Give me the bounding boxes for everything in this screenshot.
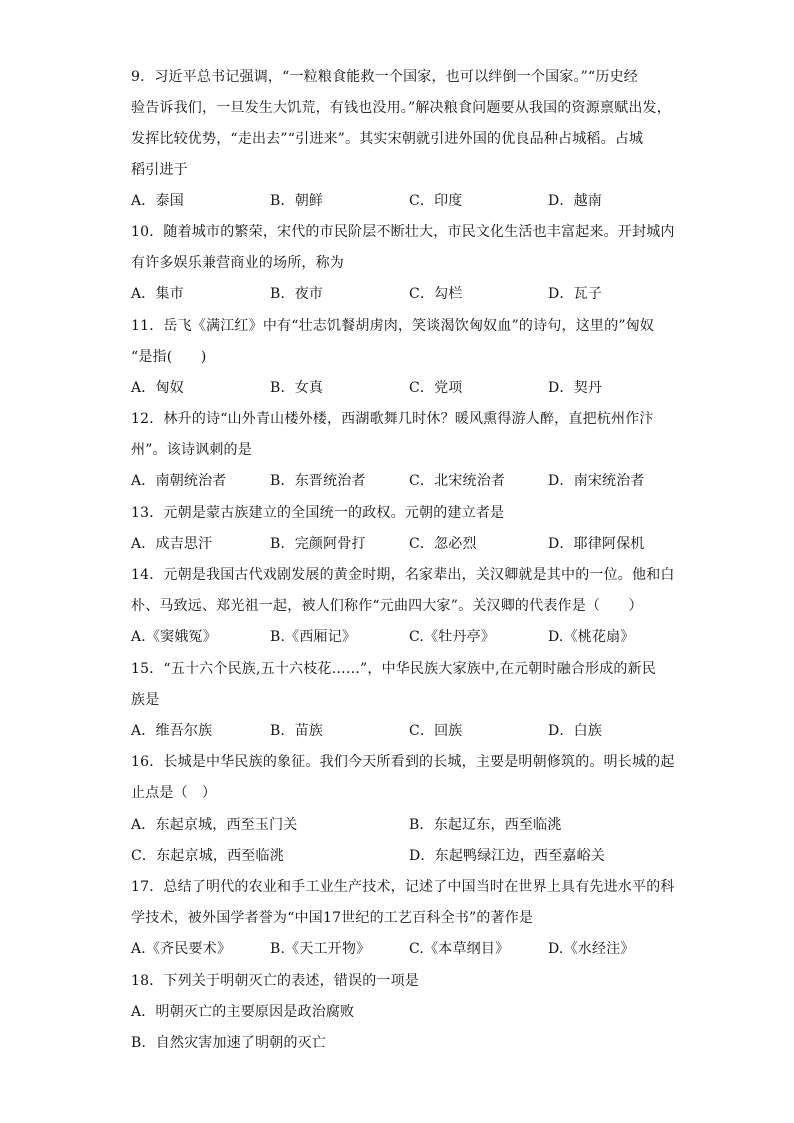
question-13-option-c: C．忽必烈 <box>409 536 477 552</box>
question-17-text-line-2: 学技术，被外国学者誉为“中国17世纪的工艺百科全书”的著作是 <box>131 910 534 926</box>
question-11-option-a: A．匈奴 <box>131 380 184 396</box>
question-16-option-c: C．东起京城，西至临洮 <box>131 848 284 864</box>
question-14-option-d: D.《桃花扇》 <box>548 629 635 645</box>
question-14-text-line-2: 朴、马致远、郑光祖一起，被人们称作“元曲四大家”。关汉卿的代表作是（ ） <box>131 598 643 614</box>
question-9-text-line-4: 稻引进于 <box>131 162 188 178</box>
question-16-option-a: A．东起京城，西至玉门关 <box>131 817 298 833</box>
question-11-text-line-2: “是指( ) <box>131 349 207 365</box>
question-10-option-c: C．勾栏 <box>409 286 463 302</box>
question-12-option-b: B．东晋统治者 <box>270 473 366 489</box>
question-9-option-c: C．印度 <box>409 193 463 209</box>
question-18-option-b: B．自然灾害加速了明朝的灭亡 <box>131 1035 327 1051</box>
question-17-option-d: D.《水经注》 <box>548 941 635 957</box>
question-16-text-line-1: 16．长城是中华民族的象征。我们今天所看到的长城，主要是明朝修筑的。明长城的起 <box>131 754 675 770</box>
question-15-text-line-2: 族是 <box>131 692 160 708</box>
question-14-option-c: C.《牡丹亭》 <box>409 629 496 645</box>
question-12-text-line-2: 州”。该诗讽刺的是 <box>131 442 252 458</box>
question-12-option-d: D．南宋统治者 <box>548 473 645 489</box>
question-15-option-c: C．回族 <box>409 723 463 739</box>
question-11-option-b: B．女真 <box>270 380 324 396</box>
question-14-option-b: B.《西厢记》 <box>270 629 357 645</box>
question-13-text-line-1: 13．元朝是蒙古族建立的全国统一的政权。元朝的建立者是 <box>131 505 505 521</box>
question-9-option-b: B．朝鲜 <box>270 193 324 209</box>
question-13-option-a: A．成吉思汗 <box>131 536 213 552</box>
question-9-text-line-2: 验告诉我们，一旦发生大饥荒，有钱也没用。”解决粮食问题要从我国的资源禀赋出发， <box>131 100 671 116</box>
question-14-option-a: A.《窦娥冤》 <box>131 629 217 645</box>
question-17-option-a: A.《齐民要术》 <box>131 941 232 957</box>
question-15-text-line-1: 15．“五十六个民族,五十六枝花……”，中华民族大家族中,在元朝时融合形成的新民 <box>131 661 657 677</box>
question-15-option-d: D．白族 <box>548 723 603 739</box>
question-10-option-a: A．集市 <box>131 286 184 302</box>
question-13-option-d: D．耶律阿保机 <box>548 536 645 552</box>
question-12-text-line-1: 12．林升的诗“山外青山楼外楼，西湖歌舞几时休？暖风熏得游人醉，直把杭州作汴 <box>131 411 654 427</box>
question-16-option-b: B．东起辽东，西至临洮 <box>409 817 562 833</box>
question-17-text-line-1: 17．总结了明代的农业和手工业生产技术，记述了中国当时在世界上具有先进水平的科 <box>131 879 675 895</box>
question-11-option-d: D．契丹 <box>548 380 603 396</box>
question-11-text-line-1: 11．岳飞《满江红》中有“壮志饥餐胡虏肉，笑谈渴饮匈奴血”的诗句，这里的”匈奴 <box>131 318 655 334</box>
question-12-option-a: A．南朝统治者 <box>131 473 227 489</box>
question-10-text-line-1: 10．随着城市的繁荣，宋代的市民阶层不断壮大，市民文化生活也丰富起来。开封城内 <box>131 224 675 240</box>
question-17-option-b: B.《天工开物》 <box>270 941 371 957</box>
question-9-option-a: A．泰国 <box>131 193 184 209</box>
question-15-option-b: B．苗族 <box>270 723 324 739</box>
question-10-option-b: B．夜市 <box>270 286 324 302</box>
question-12-option-c: C．北宋统治者 <box>409 473 506 489</box>
question-10-option-d: D．瓦子 <box>548 286 603 302</box>
question-9-option-d: D．越南 <box>548 193 603 209</box>
question-9-text-line-1: 9．习近平总书记强调，“一粒粮食能救一个国家，也可以绊倒一个国家。”“历史经 <box>131 69 638 85</box>
question-18-option-a: A．明朝灭亡的主要原因是政治腐败 <box>131 1004 355 1020</box>
question-16-option-d: D．东起鸭绿江边，西至嘉峪关 <box>409 848 606 864</box>
question-17-option-c: C.《本草纲目》 <box>409 941 510 957</box>
question-18-text-line-1: 18．下列关于明朝灭亡的表述，错误的一项是 <box>131 973 420 989</box>
question-9-text-line-3: 发挥比较优势，“走出去”“引进来”。其实宋朝就引进外国的优良品种占城稻。占城 <box>131 131 644 147</box>
question-14-text-line-1: 14．元朝是我国古代戏剧发展的黄金时期，名家辈出，关汉卿就是其中的一位。他和白 <box>131 567 675 583</box>
question-13-option-b: B．完颜阿骨打 <box>270 536 366 552</box>
question-11-option-c: C．党项 <box>409 380 463 396</box>
question-15-option-a: A．维吾尔族 <box>131 723 213 739</box>
question-16-text-line-2: 止点是（ ） <box>131 785 217 801</box>
question-10-text-line-2: 有许多娱乐兼营商业的场所，称为 <box>131 255 344 271</box>
